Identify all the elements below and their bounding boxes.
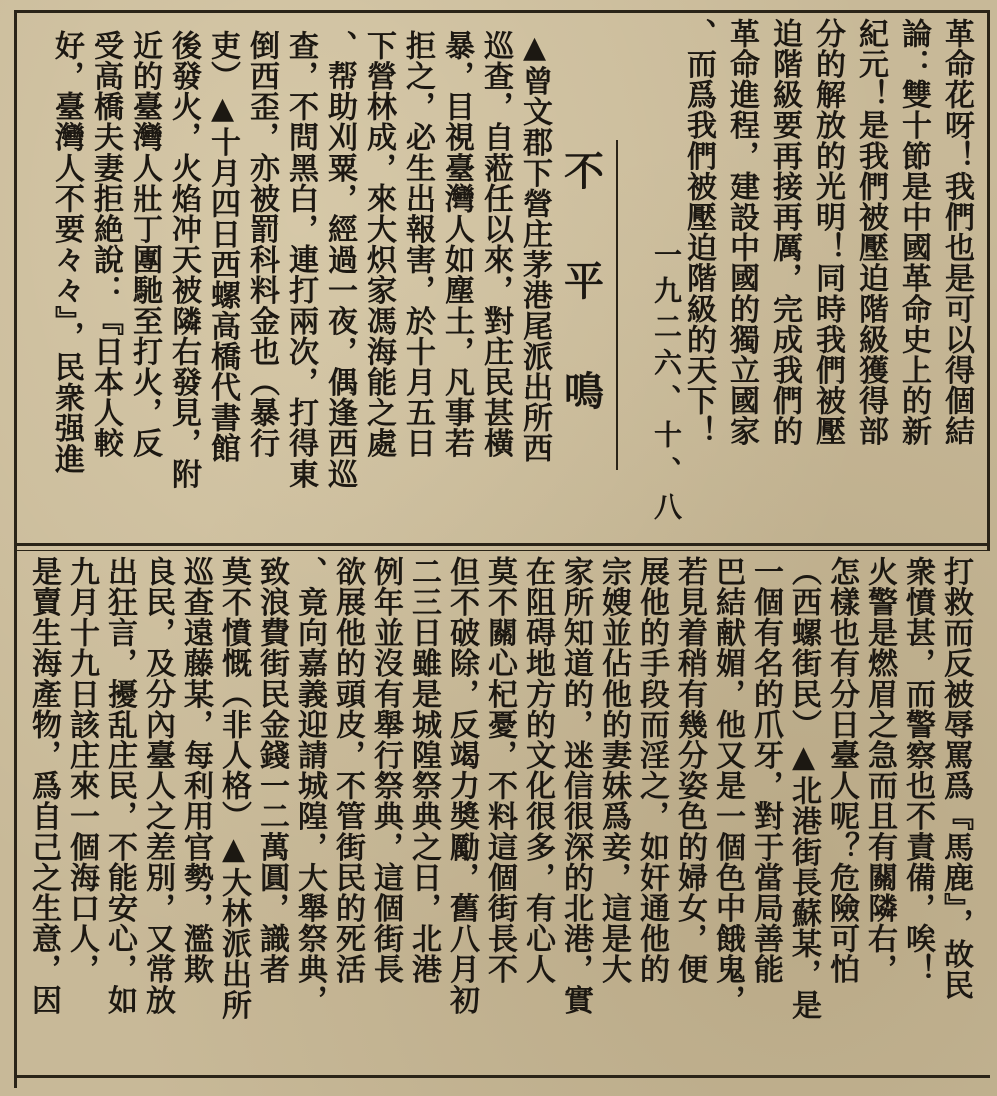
article-column: 拒之，必生出報害，於十月五日: [400, 30, 435, 459]
article-column: 巡查，自蒞任以來，對庄民甚橫: [478, 30, 513, 459]
article-column: 下營林成，來大炽家馮海能之處: [361, 30, 396, 459]
article-column: 展他的手段而淫之，如奸通他的: [634, 556, 669, 985]
article-column: 致浪費街民金錢一二萬圓，識者: [254, 556, 289, 985]
article-column: 良民，及分內臺人之差別，又常放: [140, 556, 175, 1015]
article-column: 例年並沒有舉行祭典，這個街長: [368, 556, 403, 985]
article-column: 近的臺灣人壯丁團馳至打火，反: [127, 30, 162, 459]
middle-divider: [14, 543, 990, 546]
article-column: 巴結献媚，他又是一個色中餓鬼，: [710, 556, 745, 1015]
bottom-border: [14, 1075, 990, 1078]
article-column: 一個有名的爪牙，對于當局善能: [748, 556, 783, 985]
article-column: 倒西歪，亦被罰科料金也（暴行: [244, 30, 279, 459]
right-border: [987, 10, 990, 550]
article-column: 革命進程，建設中國的獨立國家: [724, 18, 759, 447]
article-column: 衆憤甚，而警察也不責備，唉！: [900, 556, 935, 985]
article-column: 後發火，火焰冲天被隣右發見，附: [166, 30, 201, 489]
article-column: 欲展他的頭皮，不管街民的死活: [330, 556, 365, 985]
article-column: 論：雙十節是中國革命史上的新: [896, 18, 931, 447]
article-column: 受高橋夫妻拒絶說：『日本人較: [88, 30, 123, 459]
title-char: 鳴: [564, 368, 604, 415]
article-column: 家所知道的，迷信很深的北港，實: [558, 556, 593, 1015]
article-column: 宗嫂並佔他的妻妹爲妾，這是大: [596, 556, 631, 985]
article-column: 出狂言，擾乱庄民，不能安心，如: [102, 556, 137, 1015]
article-column: 但不破除，反竭力奬勵，舊八月初: [444, 556, 479, 1015]
article-column: 火警是燃眉之急而且有關隣右，: [862, 556, 897, 985]
article-column: 打救而反被辱罵爲『馬鹿』，故民: [938, 556, 973, 1000]
article-column: 革命花呀！我們也是可以得個結: [939, 18, 974, 447]
article-column: 吏）▲十月四日西螺高橋代書館: [205, 30, 240, 464]
article-column: 怎樣也有分日臺人呢？危險可怕: [824, 556, 859, 985]
article-column: 是賣生海產物，爲自己之生意，因: [26, 556, 61, 1015]
top-border: [14, 10, 989, 13]
article-column: 暴，目視臺灣人如塵土，凡事若: [439, 30, 474, 459]
left-border: [14, 10, 17, 1088]
middle-divider-thin: [14, 550, 990, 551]
title-char: 不: [564, 148, 604, 195]
article-column: 在阻碍地方的文化很多，有心人: [520, 556, 555, 985]
article-column: 迫階級要再接再厲，完成我們的: [767, 18, 802, 447]
title-char: 平: [564, 258, 604, 305]
article-column: 分的解放的光明！同時我們被壓: [810, 18, 845, 447]
title-column-divider: [616, 140, 618, 470]
article-column: 若見着稍有幾分姿色的婦女，便: [672, 556, 707, 985]
article-column: 九月十九日該庄來一個海口人，: [64, 556, 99, 985]
article-column: ▲曾文郡下營庄茅港尾派出所西: [517, 30, 552, 464]
article-column: （西螺街民）▲北港街長蘇某，是: [786, 556, 821, 1020]
article-column: 莫不憤慨（非人格）▲大林派出所: [216, 556, 251, 1020]
article-column: 好，臺灣人不要々々』，民衆强進: [49, 30, 84, 474]
article-column: 、竟向嘉義迎請城隍，大舉祭典，: [292, 556, 327, 1015]
article-column: 莫不關心杞憂，不料這個街長不: [482, 556, 517, 985]
article-column: 、而爲我們被壓迫階級的天下！: [681, 18, 716, 447]
article-date: 一九二六、十、八: [650, 240, 683, 528]
article-column: 紀元！是我們被壓迫階級獲得部: [853, 18, 888, 447]
article-column: 巡查遠藤某，每利用官勢，濫欺: [178, 556, 213, 985]
article-column: 二三日雖是城隍祭典之日，北港: [406, 556, 441, 985]
article-column: 查，不問黑白，連打兩次，打得東: [283, 30, 318, 489]
article-column: 、帮助刈粟，經過一夜，偶逢西巡: [322, 30, 357, 489]
